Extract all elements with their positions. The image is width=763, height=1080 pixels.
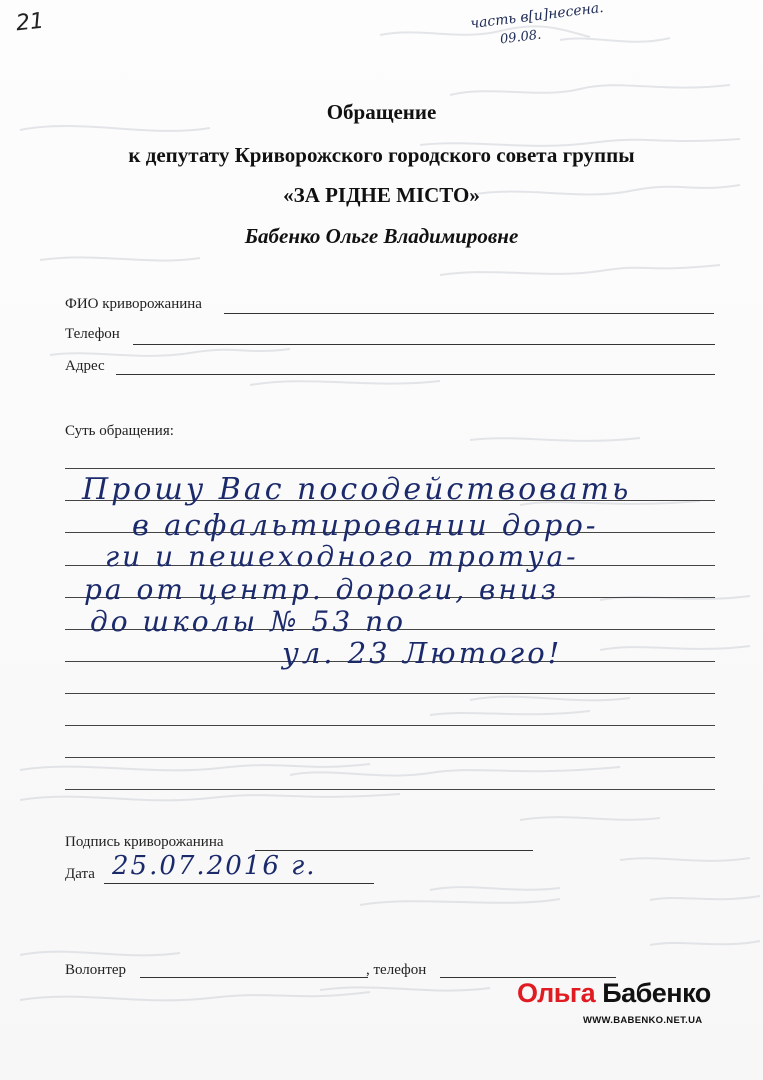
brand-website: WWW.BABENKO.NET.UA — [583, 1015, 703, 1026]
volunteer-label: Волонтер — [65, 962, 127, 978]
volunteer-field[interactable] — [140, 977, 368, 978]
date-value: 25.07.2016 г. — [112, 851, 317, 881]
fio-field[interactable] — [224, 313, 714, 314]
brand-first-name: Ольга — [517, 978, 596, 1008]
handwritten-note-line1: часть в[и]несена. — [469, 0, 605, 33]
corner-number: 21 — [14, 8, 46, 37]
brand-last-name: Бабенко — [602, 978, 711, 1008]
ruled-line — [65, 789, 715, 790]
page-title: Обращение — [326, 100, 437, 124]
ruled-line — [65, 693, 715, 694]
ruled-line — [65, 468, 715, 469]
appeal-line-3: ги и пешеходного тротуа- — [105, 540, 579, 573]
address-field[interactable] — [116, 374, 715, 375]
fio-label: ФИО криворожанина — [65, 296, 202, 312]
date-field[interactable] — [104, 883, 374, 884]
address-label: Адрес — [65, 358, 105, 374]
phone-field[interactable] — [133, 344, 715, 345]
handwritten-note-line2: 09.08. — [499, 27, 543, 48]
party-name: «ЗА РІДНЕ МІСТО» — [283, 183, 480, 207]
appeal-line-2: в асфальтировании доро- — [132, 508, 599, 542]
ruled-line — [65, 725, 715, 726]
page-subtitle: к депутату Криворожского городского совета группы — [128, 143, 635, 167]
appeal-line-1: Прошу Вас посодействовать — [82, 472, 632, 507]
phone-label: Телефон — [65, 326, 120, 342]
deputy-name: Бабенко Ольге Владимировне — [244, 224, 519, 248]
appeal-line-5: до школы № 53 по — [90, 605, 406, 638]
signature-label: Подпись криворожанина — [65, 834, 224, 850]
appeal-line-4: ра от центр. дороги, вниз — [84, 573, 560, 606]
appeal-line-6: ул. 23 Лютого! — [282, 636, 563, 670]
brand-logo — [517, 978, 711, 1009]
volunteer-phone-label: , телефон — [366, 962, 427, 978]
date-label: Дата — [65, 866, 95, 882]
ruled-line — [65, 757, 715, 758]
essence-label: Суть обращения: — [65, 423, 174, 439]
